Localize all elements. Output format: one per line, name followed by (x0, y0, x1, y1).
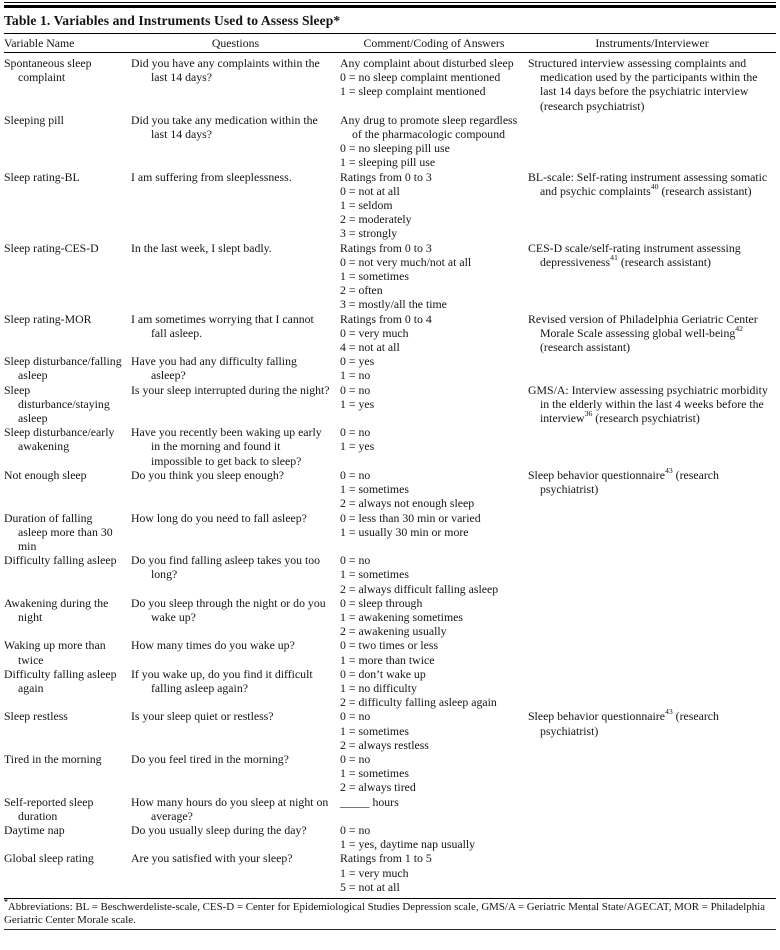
instrument-text-part: Structured interview assessing complaints and medication used by the participants within the last 14 days before the psychiatric interview (research psychiatrist) (528, 56, 758, 113)
coding-line: Ratings from 0 to 3 (340, 169, 432, 184)
cell-instrument (528, 241, 776, 312)
column-header-coding: Comment/Coding of Answers (340, 34, 528, 53)
question-text: Do you find falling asleep takes you too long? (131, 553, 321, 582)
question-text: Have you had any difficulty falling asleep? (131, 354, 297, 383)
coding-line: 1 = no (340, 368, 371, 383)
coding-line: 0 = no (340, 709, 371, 724)
cell-variable-name (4, 425, 131, 468)
table-row (4, 53, 776, 113)
instrument-text (528, 465, 776, 497)
table-row (4, 511, 776, 554)
cell-question (131, 795, 340, 823)
table-row (4, 596, 776, 639)
table-row (4, 383, 776, 426)
cell-variable-name (4, 511, 131, 554)
cell-coding (340, 709, 528, 752)
cell-variable-name (4, 638, 131, 666)
cell-instrument (528, 465, 776, 511)
variable-name-text: Sleep disturbance/staying asleep (4, 382, 110, 426)
cell-coding (340, 383, 528, 426)
coding-line: 1 = very much (340, 865, 409, 880)
cell-coding (340, 596, 528, 639)
question-text: How many times do you wake up? (131, 638, 295, 653)
variable-name-text: Global sleep rating (4, 851, 94, 866)
variable-name-text: Duration of falling asleep more than 30 min (4, 510, 113, 553)
coding-line: 2 = always restless (340, 737, 429, 752)
coding-line: 0 = no (340, 467, 371, 482)
variable-name-text: Sleep rating-BL (4, 169, 80, 184)
cell-coding (340, 53, 528, 113)
cell-variable-name (4, 667, 131, 710)
variable-name-text: Sleep rating-MOR (4, 311, 92, 326)
coding-line: 2 = moderately (340, 212, 412, 227)
cell-variable-name (4, 241, 131, 312)
sleep-variables-table (4, 33, 776, 898)
footnote-text: Abbreviations: BL = Beschwerdeliste-scale, CES-D = Center for Epidemiological Studies Depression scale, GMS/A = Geriatric Mental State/AGECAT, MOR = Philadelphia Geriatric Center Morale scale. (4, 900, 766, 926)
cell-variable-name (4, 709, 131, 752)
cell-coding (340, 553, 528, 596)
cell-question (131, 596, 340, 639)
coding-line: 0 = less than 30 min or varied (340, 510, 481, 525)
cell-variable-name (4, 312, 131, 355)
question-text: Do you sleep through the night or do you wake up? (131, 595, 326, 624)
coding-line: 0 = don’t wake up (340, 666, 426, 681)
cell-question (131, 170, 340, 241)
cell-question (131, 851, 340, 898)
coding-line: 1 = sleep complaint mentioned (340, 84, 486, 99)
cell-variable-name (4, 383, 131, 426)
variable-name-text: Tired in the morning (4, 751, 102, 766)
cell-question (131, 113, 340, 170)
table-row (4, 851, 776, 898)
question-text: Do you usually sleep during the day? (131, 822, 307, 837)
coding-line: 1 = yes (340, 396, 375, 411)
cell-coding (340, 170, 528, 241)
cell-coding (340, 425, 528, 468)
variable-name-text: Sleep rating-CES-D (4, 240, 99, 255)
coding-line: 1 = sometimes (340, 482, 409, 497)
coding-line: 1 = yes, daytime nap usually (340, 837, 476, 852)
coding-line: 0 = not very much/not at all (340, 254, 472, 269)
footnote (4, 898, 776, 929)
question-text: How long do you need to fall asleep? (131, 510, 307, 525)
cell-coding (340, 241, 528, 312)
cell-question (131, 511, 340, 554)
variable-name-text: Waking up more than twice (4, 638, 106, 667)
variable-name-text: Spontaneous sleep complaint (4, 56, 92, 85)
instrument-text-part: (research assistant) (540, 340, 631, 355)
instrument-text-part: BL-scale: Self-rating instrument assessing somatic and psychic complaints (528, 169, 768, 198)
coding-line: Ratings from 1 to 5 (340, 851, 432, 866)
coding-line: 2 = awakening usually (340, 624, 447, 639)
table-row (4, 638, 776, 666)
cell-coding (340, 113, 528, 170)
question-text: Did you have any complaints within the last 14 days? (131, 56, 320, 85)
cell-instrument (528, 354, 776, 382)
table-row (4, 312, 776, 355)
cell-instrument (528, 170, 776, 241)
variable-name-text: Difficulty falling asleep again (4, 666, 117, 695)
cell-instrument (528, 596, 776, 639)
cell-instrument (528, 795, 776, 823)
cell-question (131, 53, 340, 113)
column-header-instruments: Instruments/Interviewer (528, 34, 776, 53)
cell-question (131, 752, 340, 795)
table-row (4, 823, 776, 851)
coding-line: 3 = mostly/all the time (340, 297, 447, 312)
instrument-text (528, 709, 776, 737)
table-bottom-rule (4, 929, 776, 932)
instrument-text (528, 312, 776, 355)
cell-coding (340, 312, 528, 355)
coding-line: 1 = usually 30 min or more (340, 524, 469, 539)
table-header-row (4, 34, 776, 53)
cell-variable-name (4, 468, 131, 511)
reference-superscript: 43 (664, 707, 673, 717)
coding-line: 0 = no sleeping pill use (340, 141, 450, 156)
coding-line: 0 = sleep through (340, 595, 423, 610)
instrument-text-part: (research assistant) (658, 183, 752, 198)
cell-question (131, 553, 340, 596)
variable-name-text: Daytime nap (4, 822, 65, 837)
coding-line: 0 = no (340, 425, 371, 440)
cell-question (131, 241, 340, 312)
cell-variable-name (4, 823, 131, 851)
table-row (4, 170, 776, 241)
cell-instrument (528, 312, 776, 355)
cell-coding (340, 354, 528, 382)
reference-superscript: 36 (584, 409, 593, 419)
table-row (4, 667, 776, 710)
variable-name-text: Sleep disturbance/falling asleep (4, 354, 122, 383)
coding-line: Any drug to promote sleep regardless of the pharmacologic compound (340, 112, 518, 142)
instrument-text-part: Revised version of Philadelphia Geriatric Center Morale Scale assessing global well-being (528, 311, 758, 340)
question-text: In the last week, I slept badly. (131, 240, 272, 255)
coding-line: 2 = difficulty falling asleep again (340, 695, 497, 710)
cell-question (131, 709, 340, 752)
coding-line: 0 = no (340, 382, 371, 397)
cell-instrument (528, 709, 776, 752)
cell-question (131, 823, 340, 851)
cell-instrument (528, 851, 776, 898)
cell-question (131, 468, 340, 511)
cell-coding (340, 468, 528, 511)
instrument-text-part: (research psychiatrist) (592, 411, 700, 426)
coding-line: 2 = always tired (340, 780, 416, 795)
instrument-text (528, 56, 776, 113)
coding-line: 3 = strongly (340, 226, 398, 241)
question-text: I am sometimes worrying that I cannot fall asleep. (131, 311, 314, 340)
table-row (4, 113, 776, 170)
table-row (4, 752, 776, 795)
coding-line: 0 = two times or less (340, 638, 439, 653)
cell-variable-name (4, 170, 131, 241)
footnote-marker: * (4, 897, 8, 907)
cell-question (131, 354, 340, 382)
coding-line: 1 = awakening sometimes (340, 609, 463, 624)
coding-line: 1 = sometimes (340, 723, 409, 738)
cell-instrument (528, 752, 776, 795)
table-row (4, 425, 776, 468)
instrument-text-part: (research assistant) (617, 254, 711, 269)
coding-line: 0 = no (340, 553, 371, 568)
cell-instrument (528, 823, 776, 851)
reference-superscript: 41 (610, 252, 618, 262)
variable-name-text: Awakening during the night (4, 595, 109, 624)
coding-line: 2 = always not enough sleep (340, 496, 475, 511)
cell-instrument (528, 113, 776, 170)
coding-line: 1 = sometimes (340, 269, 409, 284)
instrument-text-part: (research psychiatrist) (540, 709, 719, 738)
question-text: Is your sleep interrupted during the night? (131, 382, 330, 397)
coding-line: 0 = no (340, 751, 371, 766)
cell-variable-name (4, 354, 131, 382)
cell-coding (340, 823, 528, 851)
question-text: Do you think you sleep enough? (131, 467, 285, 482)
instrument-text (528, 170, 776, 198)
coding-line: 0 = very much (340, 325, 409, 340)
cell-question (131, 383, 340, 426)
variable-name-text: Sleeping pill (4, 112, 64, 127)
coding-line: 1 = sometimes (340, 567, 409, 582)
cell-question (131, 312, 340, 355)
coding-line: 0 = no (340, 822, 371, 837)
column-header-questions: Questions (131, 34, 340, 53)
table-row (4, 553, 776, 596)
cell-question (131, 638, 340, 666)
coding-line: Ratings from 0 to 3 (340, 240, 432, 255)
cell-instrument (528, 511, 776, 554)
cell-instrument (528, 553, 776, 596)
cell-variable-name (4, 752, 131, 795)
cell-variable-name (4, 553, 131, 596)
table-title: Table 1. Variables and Instruments Used to Assess Sleep* (4, 13, 341, 28)
cell-instrument (528, 425, 776, 468)
question-text: Did you take any medication within the last 14 days? (131, 112, 318, 142)
cell-coding (340, 851, 528, 898)
table-row (4, 709, 776, 752)
instrument-text-part: CES-D scale/self-rating instrument assessing depressiveness (528, 240, 741, 269)
cell-instrument (528, 383, 776, 426)
variable-name-text: Sleep disturbance/early awakening (4, 425, 115, 454)
cell-coding (340, 638, 528, 666)
variable-name-text: Sleep restless (4, 709, 68, 724)
instrument-text (528, 383, 776, 426)
cell-variable-name (4, 851, 131, 898)
table-row (4, 354, 776, 382)
cell-instrument (528, 638, 776, 666)
instrument-text-part: GMS/A: Interview assessing psychiatric morbidity in the elderly within the last 4 weeks before the interview (528, 382, 768, 426)
coding-line: 4 = not at all (340, 340, 400, 355)
coding-line: 2 = often (340, 283, 383, 298)
question-text: Have you recently been waking up early in the morning and found it impossible to get back to sleep? (131, 425, 322, 468)
cell-variable-name (4, 113, 131, 170)
question-text: Are you satisfied with your sleep? (131, 851, 293, 866)
reference-superscript: 42 (735, 323, 744, 333)
coding-line: _____ hours (340, 794, 399, 809)
table-body (4, 53, 776, 898)
reference-superscript: 40 (650, 181, 659, 191)
cell-instrument (528, 667, 776, 710)
cell-coding (340, 667, 528, 710)
instrument-text-part: (research psychiatrist) (540, 467, 719, 497)
coding-line: 1 = no difficulty (340, 680, 417, 695)
question-text: Do you feel tired in the morning? (131, 751, 289, 766)
cell-variable-name (4, 596, 131, 639)
coding-line: 1 = seldom (340, 198, 393, 213)
cell-coding (340, 752, 528, 795)
reference-superscript: 43 (664, 465, 673, 475)
instrument-text (528, 241, 776, 269)
coding-line: 0 = not at all (340, 183, 400, 198)
cell-question (131, 425, 340, 468)
coding-line: 0 = yes (340, 354, 375, 369)
coding-line: Ratings from 0 to 4 (340, 311, 432, 326)
table-row (4, 241, 776, 312)
cell-coding (340, 511, 528, 554)
cell-coding (340, 795, 528, 823)
question-text: Is your sleep quiet or restless? (131, 709, 274, 724)
cell-instrument (528, 53, 776, 113)
variable-name-text: Self-reported sleep duration (4, 794, 94, 823)
cell-variable-name (4, 53, 131, 113)
cell-question (131, 667, 340, 710)
coding-line: 1 = more than twice (340, 652, 435, 667)
coding-line: 1 = sleeping pill use (340, 155, 436, 170)
table-row (4, 795, 776, 823)
column-header-variable-name: Variable Name (4, 34, 131, 53)
question-text: How many hours do you sleep at night on average? (131, 794, 329, 823)
coding-line: 2 = always difficult falling asleep (340, 581, 499, 596)
table-row (4, 468, 776, 511)
coding-line: 1 = yes (340, 439, 375, 454)
variable-name-text: Not enough sleep (4, 467, 87, 482)
coding-line: 1 = sometimes (340, 766, 409, 781)
coding-line: 0 = no sleep complaint mentioned (340, 70, 501, 85)
instrument-text-part: Sleep behavior questionnaire (528, 467, 665, 482)
coding-line: 5 = not at all (340, 879, 400, 894)
cell-variable-name (4, 795, 131, 823)
instrument-text-part: Sleep behavior questionnaire (528, 709, 665, 724)
question-text: If you wake up, do you find it difficult falling asleep again? (131, 666, 313, 695)
question-text: I am suffering from sleeplessness. (131, 169, 292, 184)
variable-name-text: Difficulty falling asleep (4, 553, 117, 568)
coding-line: Any complaint about disturbed sleep (340, 56, 514, 70)
